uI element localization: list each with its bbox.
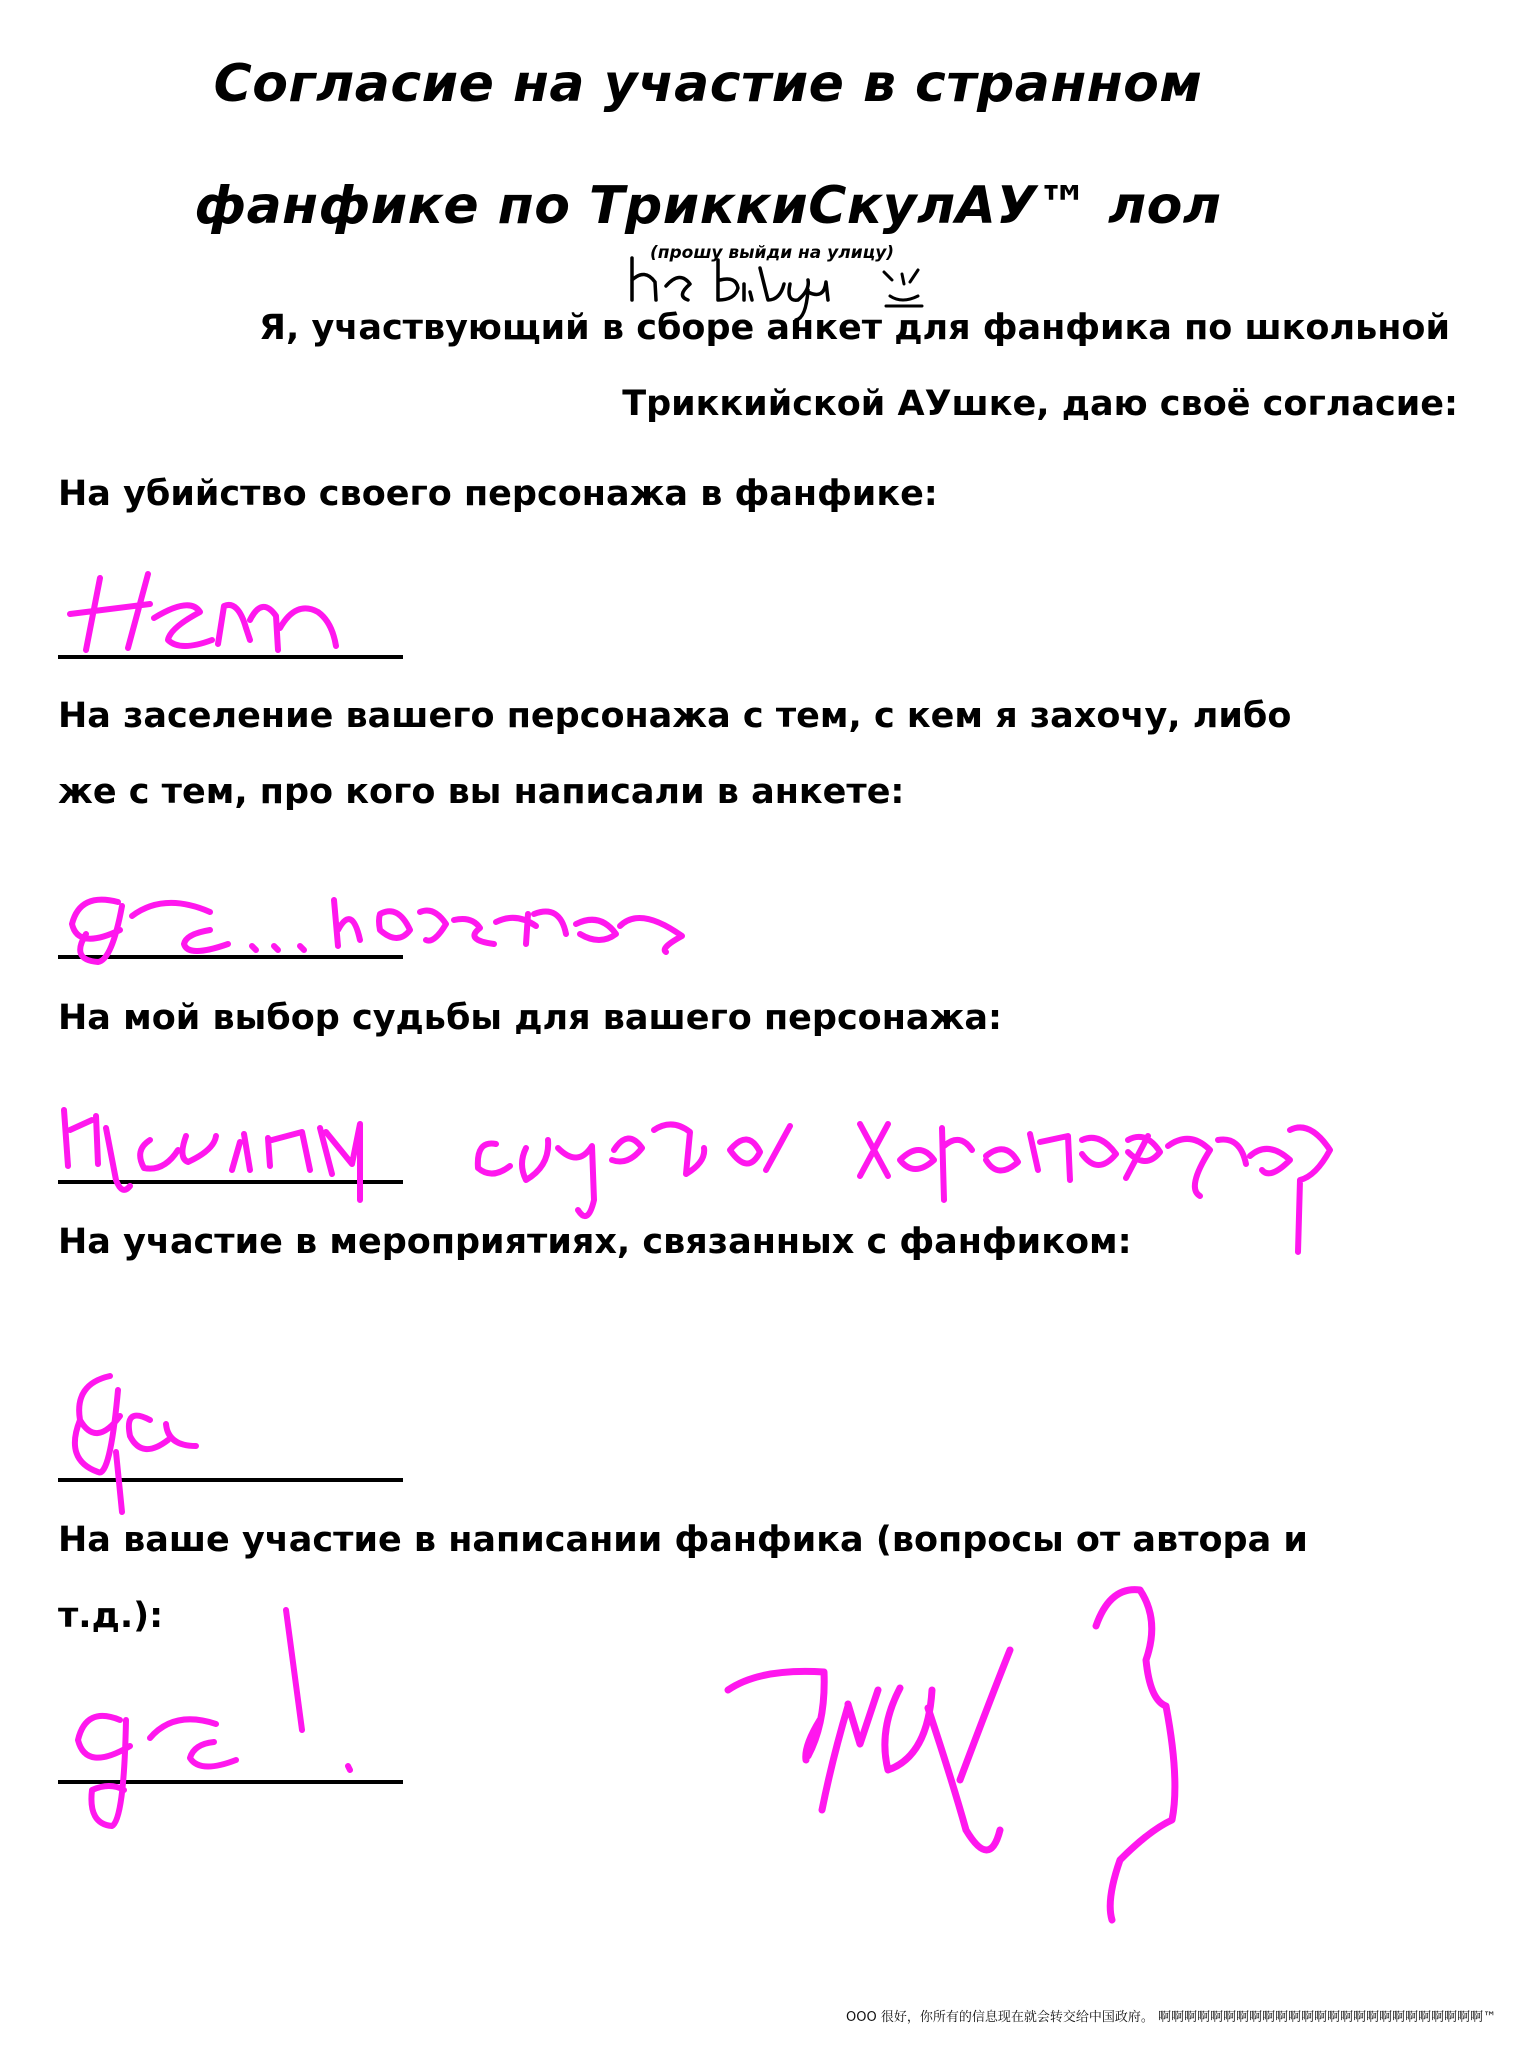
question-3: На мой выбор судьбы для вашего персонажа: <box>58 998 1002 1038</box>
answer-line-1 <box>58 655 403 659</box>
form-title-line-1: Согласие на участие в странном <box>213 54 1203 114</box>
intro-line-2: Триккийской АУшке, даю своё согласие: <box>622 384 1458 424</box>
question-1: На убийство своего персонажа в фанфике: <box>58 474 938 514</box>
doodle-face-icon <box>884 270 922 306</box>
answer-line-3 <box>58 1180 403 1184</box>
small-note: (прошу выйди на улицу) <box>650 243 895 263</box>
form-title-line-2: фанфике по ТриккиСкулАУ™ лол <box>194 176 1222 236</box>
footer-note: OOO 很好，你所有的信息现在就会转交给中国政府。 啊啊啊啊啊啊啊啊啊啊啊啊啊啊啊啊啊啊啊啊啊啊啊啊啊™ <box>846 2010 1496 2025</box>
handwritten-answer-5 <box>78 1610 350 1826</box>
question-2-line-2: же с тем, про кого вы написали в анкете: <box>58 772 905 812</box>
answer-line-5 <box>58 1780 403 1784</box>
answer-line-4 <box>58 1478 403 1482</box>
handwritten-answer-4 <box>75 1376 196 1512</box>
question-2-line-1: На заселение вашего персонажа с тем, с кем я захочу, либо <box>58 696 1292 736</box>
handwritten-answer-1 <box>70 574 336 650</box>
handwritten-answer-2 <box>72 900 682 962</box>
question-5-line-2: т.д.): <box>58 1596 164 1636</box>
question-5-line-1: На ваше участие в написании фанфика (вопросы от автора и <box>58 1520 1308 1560</box>
question-4: На участие в мероприятиях, связанных с фанфиком: <box>58 1222 1132 1262</box>
answer-line-2 <box>58 955 403 959</box>
intro-line-1: Я, участвующий в сборе анкет для фанфика по школьной <box>259 308 1450 348</box>
handwritten-signature <box>728 1590 1175 1920</box>
